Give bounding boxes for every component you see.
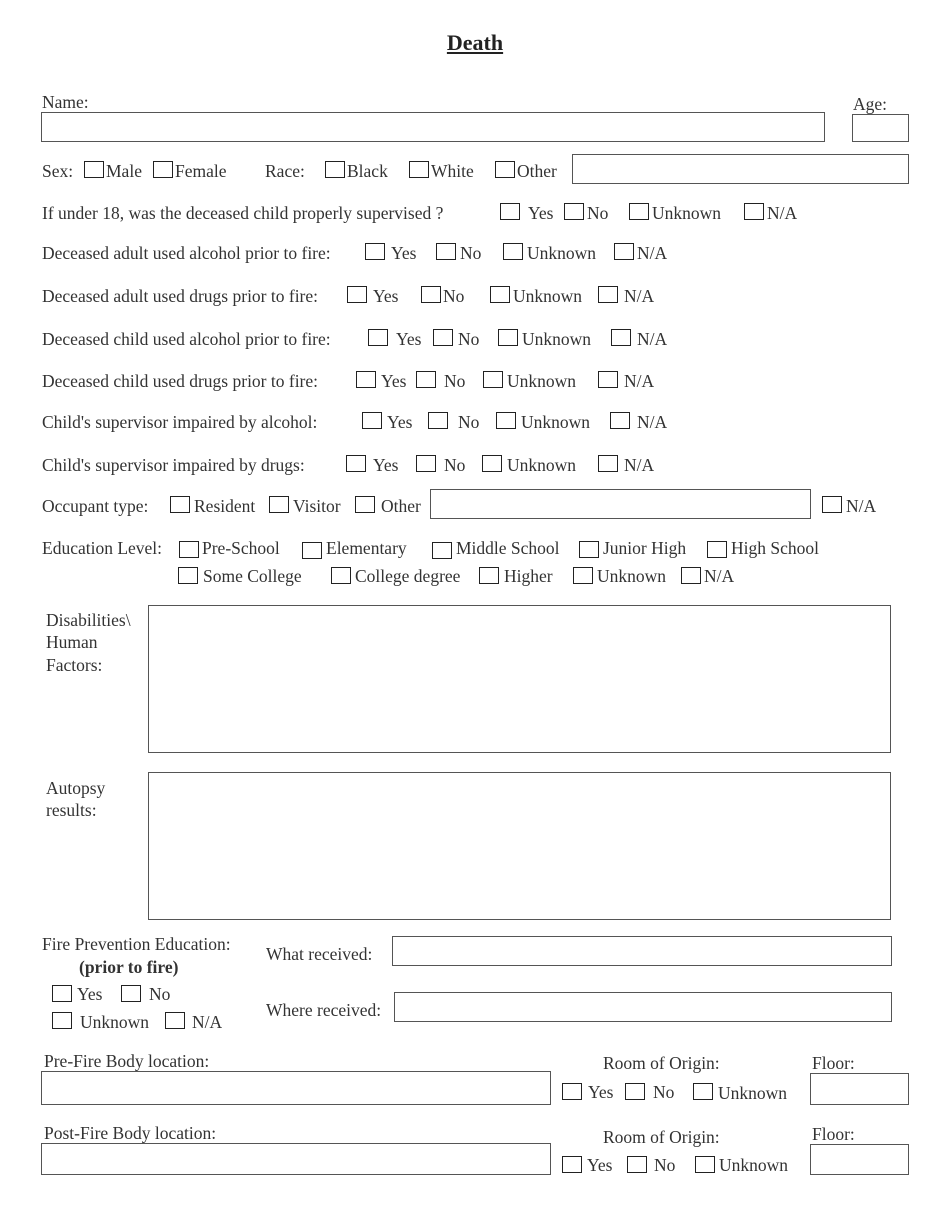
fire-prev-yes-checkbox[interactable] xyxy=(52,985,72,1002)
supervisor-alcohol-unknown-checkbox[interactable] xyxy=(496,412,516,429)
adult-drugs-question: Deceased adult used drugs prior to fire: xyxy=(42,286,319,306)
edu-unknown-checkbox[interactable] xyxy=(573,567,593,584)
adult-alcohol-no-label: No xyxy=(460,243,482,263)
child-alcohol-question: Deceased child used alcohol prior to fire: xyxy=(42,329,331,349)
adult-drugs-unknown-label: Unknown xyxy=(513,286,583,306)
supervisor-alcohol-question: Child's supervisor impaired by alcohol: xyxy=(42,412,318,432)
adult-drugs-yes-label: Yes xyxy=(373,286,399,306)
disabilities-label-line2: Human xyxy=(46,632,98,652)
sex-male-label: Male xyxy=(106,161,142,181)
pre-fire-room-unknown-checkbox[interactable] xyxy=(693,1083,713,1100)
child-drugs-yes-checkbox[interactable] xyxy=(356,371,376,388)
fire-prev-unknown-checkbox[interactable] xyxy=(52,1012,72,1029)
race-white-label: White xyxy=(431,161,474,181)
edu-high-label: High School xyxy=(731,538,819,558)
adult-alcohol-question: Deceased adult used alcohol prior to fire: xyxy=(42,243,331,263)
supervisor-drugs-question: Child's supervisor impaired by drugs: xyxy=(42,455,305,475)
supervisor-alcohol-no-checkbox[interactable] xyxy=(428,412,448,429)
fire-prev-no-label: No xyxy=(149,984,171,1004)
edu-junior-checkbox[interactable] xyxy=(579,541,599,558)
occupant-other-checkbox[interactable] xyxy=(355,496,375,513)
education-label: Education Level: xyxy=(42,538,163,558)
occupant-resident-label: Resident xyxy=(194,496,256,516)
edu-high-checkbox[interactable] xyxy=(707,541,727,558)
supervised-no-label: No xyxy=(587,203,609,223)
supervisor-drugs-na-label: N/A xyxy=(624,455,655,475)
supervisor-drugs-yes-label: Yes xyxy=(373,455,399,475)
child-alcohol-no-checkbox[interactable] xyxy=(433,329,453,346)
edu-junior-label: Junior High xyxy=(603,538,687,558)
edu-some-college-checkbox[interactable] xyxy=(178,567,198,584)
edu-middle-checkbox[interactable] xyxy=(432,542,452,559)
supervisor-drugs-na-checkbox[interactable] xyxy=(598,455,618,472)
supervisor-alcohol-no-label: No xyxy=(458,412,480,432)
supervised-yes-checkbox[interactable] xyxy=(500,203,520,220)
pre-fire-room-no-checkbox[interactable] xyxy=(625,1083,645,1100)
adult-drugs-unknown-checkbox[interactable] xyxy=(490,286,510,303)
post-fire-room-no-checkbox[interactable] xyxy=(627,1156,647,1173)
supervised-unknown-checkbox[interactable] xyxy=(629,203,649,220)
sex-female-label: Female xyxy=(175,161,227,181)
supervisor-alcohol-na-label: N/A xyxy=(637,412,668,432)
race-black-checkbox[interactable] xyxy=(325,161,345,178)
child-alcohol-no-label: No xyxy=(458,329,480,349)
child-drugs-no-checkbox[interactable] xyxy=(416,371,436,388)
post-fire-room-yes-label: Yes xyxy=(587,1155,613,1175)
post-fire-floor-label: Floor: xyxy=(812,1124,855,1144)
supervised-unknown-label: Unknown xyxy=(652,203,722,223)
fire-prev-na-label: N/A xyxy=(192,1012,223,1032)
race-label: Race: xyxy=(265,161,305,181)
adult-alcohol-na-label: N/A xyxy=(637,243,668,263)
supervisor-alcohol-yes-checkbox[interactable] xyxy=(362,412,382,429)
occupant-na-label: N/A xyxy=(846,496,877,516)
race-other-checkbox[interactable] xyxy=(495,161,515,178)
edu-preschool-label: Pre-School xyxy=(202,538,280,558)
post-fire-label: Post-Fire Body location: xyxy=(44,1123,217,1143)
child-drugs-question: Deceased child used drugs prior to fire: xyxy=(42,371,319,391)
adult-alcohol-no-checkbox[interactable] xyxy=(436,243,456,260)
disabilities-label-line1: Disabilities\ xyxy=(46,610,131,630)
post-fire-room-origin-label: Room of Origin: xyxy=(603,1127,720,1147)
race-black-label: Black xyxy=(347,161,388,181)
adult-drugs-na-label: N/A xyxy=(624,286,655,306)
adult-drugs-yes-checkbox[interactable] xyxy=(347,286,367,303)
child-drugs-unknown-label: Unknown xyxy=(507,371,577,391)
race-other-label: Other xyxy=(517,161,557,181)
supervisor-alcohol-yes-label: Yes xyxy=(387,412,413,432)
edu-middle-label: Middle School xyxy=(456,538,560,558)
page-title: Death xyxy=(446,30,504,55)
sex-label: Sex: xyxy=(42,161,74,181)
occupant-other-field[interactable] xyxy=(430,489,811,519)
where-received-label: Where received: xyxy=(266,1000,382,1020)
adult-alcohol-unknown-checkbox[interactable] xyxy=(503,243,523,260)
supervised-yes-label: Yes xyxy=(528,203,554,223)
child-drugs-na-checkbox[interactable] xyxy=(598,371,618,388)
supervisor-drugs-no-label: No xyxy=(444,455,466,475)
pre-fire-floor-field[interactable] xyxy=(810,1073,909,1105)
post-fire-room-no-label: No xyxy=(654,1155,676,1175)
fire-prev-na-checkbox[interactable] xyxy=(165,1012,185,1029)
where-received-field[interactable] xyxy=(394,992,892,1022)
supervisor-drugs-unknown-checkbox[interactable] xyxy=(482,455,502,472)
pre-fire-room-yes-checkbox[interactable] xyxy=(562,1083,582,1100)
autopsy-label-line2: results: xyxy=(46,800,97,820)
child-drugs-no-label: No xyxy=(444,371,466,391)
child-drugs-unknown-checkbox[interactable] xyxy=(483,371,503,388)
supervised-na-label: N/A xyxy=(767,203,798,223)
pre-fire-label: Pre-Fire Body location: xyxy=(44,1051,210,1071)
disabilities-label-line3: Factors: xyxy=(46,655,103,675)
occupant-visitor-checkbox[interactable] xyxy=(269,496,289,513)
supervised-na-checkbox[interactable] xyxy=(744,203,764,220)
supervisor-drugs-yes-checkbox[interactable] xyxy=(346,455,366,472)
supervised-question: If under 18, was the deceased child properly supervised ? xyxy=(42,203,444,223)
fire-prev-no-checkbox[interactable] xyxy=(121,985,141,1002)
sex-female-checkbox[interactable] xyxy=(153,161,173,178)
sex-male-checkbox[interactable] xyxy=(84,161,104,178)
supervisor-alcohol-unknown-label: Unknown xyxy=(521,412,591,432)
child-alcohol-yes-label: Yes xyxy=(396,329,422,349)
race-white-checkbox[interactable] xyxy=(409,161,429,178)
occupant-na-checkbox[interactable] xyxy=(822,496,842,513)
pre-fire-field[interactable] xyxy=(41,1071,551,1105)
child-alcohol-unknown-label: Unknown xyxy=(522,329,592,349)
edu-higher-label: Higher xyxy=(504,566,553,586)
post-fire-room-unknown-checkbox[interactable] xyxy=(695,1156,715,1173)
adult-alcohol-yes-label: Yes xyxy=(391,243,417,263)
occupant-resident-checkbox[interactable] xyxy=(170,496,190,513)
edu-elementary-checkbox[interactable] xyxy=(302,542,322,559)
disabilities-field[interactable] xyxy=(148,605,891,753)
edu-preschool-checkbox[interactable] xyxy=(179,541,199,558)
child-alcohol-yes-checkbox[interactable] xyxy=(368,329,388,346)
occupant-label: Occupant type: xyxy=(42,496,149,516)
edu-elementary-label: Elementary xyxy=(326,538,407,558)
post-fire-floor-field[interactable] xyxy=(810,1144,909,1175)
edu-higher-checkbox[interactable] xyxy=(479,567,499,584)
edu-college-degree-checkbox[interactable] xyxy=(331,567,351,584)
age-label: Age: xyxy=(853,94,888,114)
adult-drugs-na-checkbox[interactable] xyxy=(598,286,618,303)
occupant-visitor-label: Visitor xyxy=(293,496,341,516)
adult-drugs-no-label: No xyxy=(443,286,465,306)
pre-fire-room-unknown-label: Unknown xyxy=(718,1083,788,1103)
pre-fire-room-origin-label: Room of Origin: xyxy=(603,1053,720,1073)
edu-unknown-label: Unknown xyxy=(597,566,667,586)
edu-na-checkbox[interactable] xyxy=(681,567,701,584)
child-alcohol-unknown-checkbox[interactable] xyxy=(498,329,518,346)
adult-alcohol-na-checkbox[interactable] xyxy=(614,243,634,260)
post-fire-room-unknown-label: Unknown xyxy=(719,1155,789,1175)
name-label: Name: xyxy=(42,92,89,112)
occupant-other-label: Other xyxy=(381,496,421,516)
post-fire-room-yes-checkbox[interactable] xyxy=(562,1156,582,1173)
age-field[interactable] xyxy=(852,114,909,142)
adult-alcohol-yes-checkbox[interactable] xyxy=(365,243,385,260)
what-received-field[interactable] xyxy=(392,936,892,966)
fire-prevention-sublabel: (prior to fire) xyxy=(79,957,179,977)
supervisor-drugs-unknown-label: Unknown xyxy=(507,455,577,475)
edu-na-label: N/A xyxy=(704,566,735,586)
edu-some-college-label: Some College xyxy=(203,566,302,586)
race-other-field[interactable] xyxy=(572,154,909,184)
fire-prevention-label: Fire Prevention Education: xyxy=(42,934,231,954)
pre-fire-room-no-label: No xyxy=(653,1082,675,1102)
edu-college-degree-label: College degree xyxy=(355,566,461,586)
fire-prev-yes-label: Yes xyxy=(77,984,103,1004)
name-field[interactable] xyxy=(41,112,825,142)
pre-fire-room-yes-label: Yes xyxy=(588,1082,614,1102)
supervisor-alcohol-na-checkbox[interactable] xyxy=(610,412,630,429)
child-drugs-yes-label: Yes xyxy=(381,371,407,391)
autopsy-label-line1: Autopsy xyxy=(46,778,106,798)
supervised-no-checkbox[interactable] xyxy=(564,203,584,220)
child-alcohol-na-checkbox[interactable] xyxy=(611,329,631,346)
fire-prev-unknown-label: Unknown xyxy=(80,1012,150,1032)
adult-alcohol-unknown-label: Unknown xyxy=(527,243,597,263)
autopsy-field[interactable] xyxy=(148,772,891,920)
post-fire-field[interactable] xyxy=(41,1143,551,1175)
supervisor-drugs-no-checkbox[interactable] xyxy=(416,455,436,472)
child-drugs-na-label: N/A xyxy=(624,371,655,391)
child-alcohol-na-label: N/A xyxy=(637,329,668,349)
what-received-label: What received: xyxy=(266,944,373,964)
pre-fire-floor-label: Floor: xyxy=(812,1053,855,1073)
adult-drugs-no-checkbox[interactable] xyxy=(421,286,441,303)
